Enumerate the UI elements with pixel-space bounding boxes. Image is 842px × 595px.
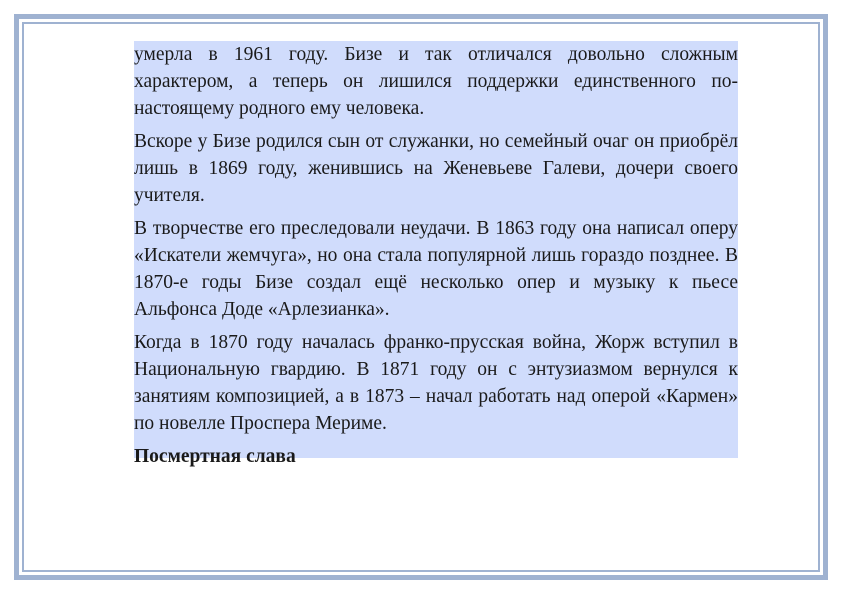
text-content-block	[134, 41, 738, 467]
paragraph-war-and-carmen: Когда в 1870 году началась франко-прусская война, Жорж вступил в Национальную гвардию. В 1871 году он с энтузиазмом вернулся к занятиям композицией, а в 1873 – начал работать над оперой «Кармен» по новелле Проспера Мериме.	[134, 332, 738, 434]
paragraph-son-and-marriage: Вскоре у Бизе родился сын от служанки, но семейный очаг он приобрёл лишь в 1869 году, женившись на Женевьеве Галеви, дочери своего учителя.	[134, 131, 738, 206]
paragraph-mother-death: умерла в 1961 году. Бизе и так отличался довольно сложным характером, а теперь он лишился поддержки единственного по-настоящему родного ему человека.	[134, 44, 738, 119]
section-heading: Посмертная слава	[134, 446, 296, 467]
paragraph-career-failures: В творчестве его преследовали неудачи. В 1863 году она написал оперу «Искатели жемчуга», но она стала популярной лишь гораздо позднее. В 1870-е годы Бизе создал ещё несколько опер и музыку к пьесе Альфонса Доде «Арлезианка».	[134, 218, 738, 320]
